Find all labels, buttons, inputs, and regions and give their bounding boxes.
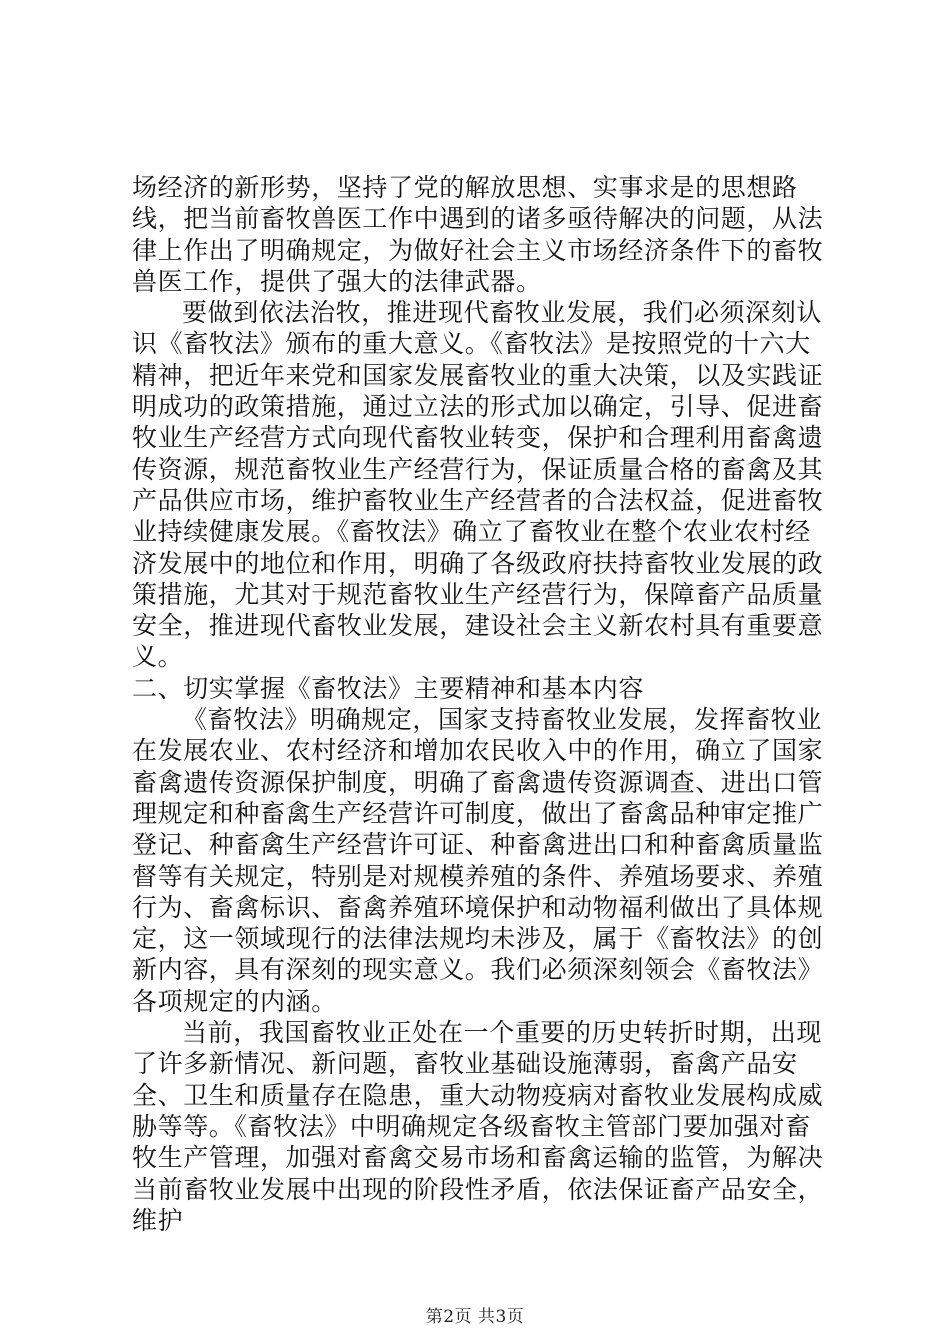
- paragraph-significance: 要做到依法治牧，推进现代畜牧业发展，我们必须深刻认识《畜牧法》颁布的重大意义。《畜牧法》是按照党的十六大精神，把近年来党和国家发展畜牧业的重大决策，以及实践证明成功的政策措施，通过立法的形式加以确定，引导、促进畜牧业生产经营方式向现代畜牧业转变，保护和合理利用畜禽遗传资源，规范畜牧业生产经营行为，保证质量合格的畜禽及其产品供应市场，维护畜牧业生产经营者的合法权益，促进畜牧业持续健康发展。《畜牧法》确立了畜牧业在整个农业农村经济发展中的地位和作用，明确了各级政府扶持畜牧业发展的政策措施，尤其对于规范畜牧业生产经营行为，保障畜产品质量安全，推进现代畜牧业发展，建设社会主义新农村具有重要意义。: [132, 298, 824, 672]
- page-number-footer: 第2页 共3页: [425, 1307, 525, 1327]
- paragraph-current-situation: 当前，我国畜牧业正处在一个重要的历史转折时期，出现了许多新情况、新问题，畜牧业基础设施薄弱，畜禽产品安全、卫生和质量存在隐患，重大动物疫病对畜牧业发展构成威胁等等。《畜牧法》中明确规定各级畜牧主管部门要加强对畜牧生产管理，加强对畜禽交易市场和畜禽运输的监管，为解决当前畜牧业发展中出现的阶段性矛盾，依法保证畜产品安全，维护: [132, 1018, 824, 1235]
- paragraph-continuation: 场经济的新形势，坚持了党的解放思想、实事求是的思想路线，把当前畜牧兽医工作中遇到的诸多亟待解决的问题，从法律上作出了明确规定，为做好社会主义市场经济条件下的畜牧兽医工作，提供了强大的法律武器。: [132, 173, 824, 296]
- section-heading: 二、切实掌握《畜牧法》主要精神和基本内容: [132, 673, 645, 703]
- body-text: [132, 172, 832, 1236]
- paragraph-main-content: 《畜牧法》明确规定，国家支持畜牧业发展，发挥畜牧业在发展农业、农村经济和增加农民收入中的作用，确立了国家畜禽遗传资源保护制度，明确了畜禽遗传资源调查、进出口管理规定和种畜禽生产经营许可制度，做出了畜禽品种审定推广登记、种畜禽生产经营许可证、种畜禽进出口和种畜禽质量监督等有关规定，特别是对规模养殖的条件、养殖场要求、养殖行为、畜禽标识、畜禽养殖环境保护和动物福利做出了具体规定，这一领域现行的法律法规均未涉及，属于《畜牧法》的创新内容，具有深刻的现实意义。我们必须深刻领会《畜牧法》各项规定的内涵。: [132, 705, 824, 1016]
